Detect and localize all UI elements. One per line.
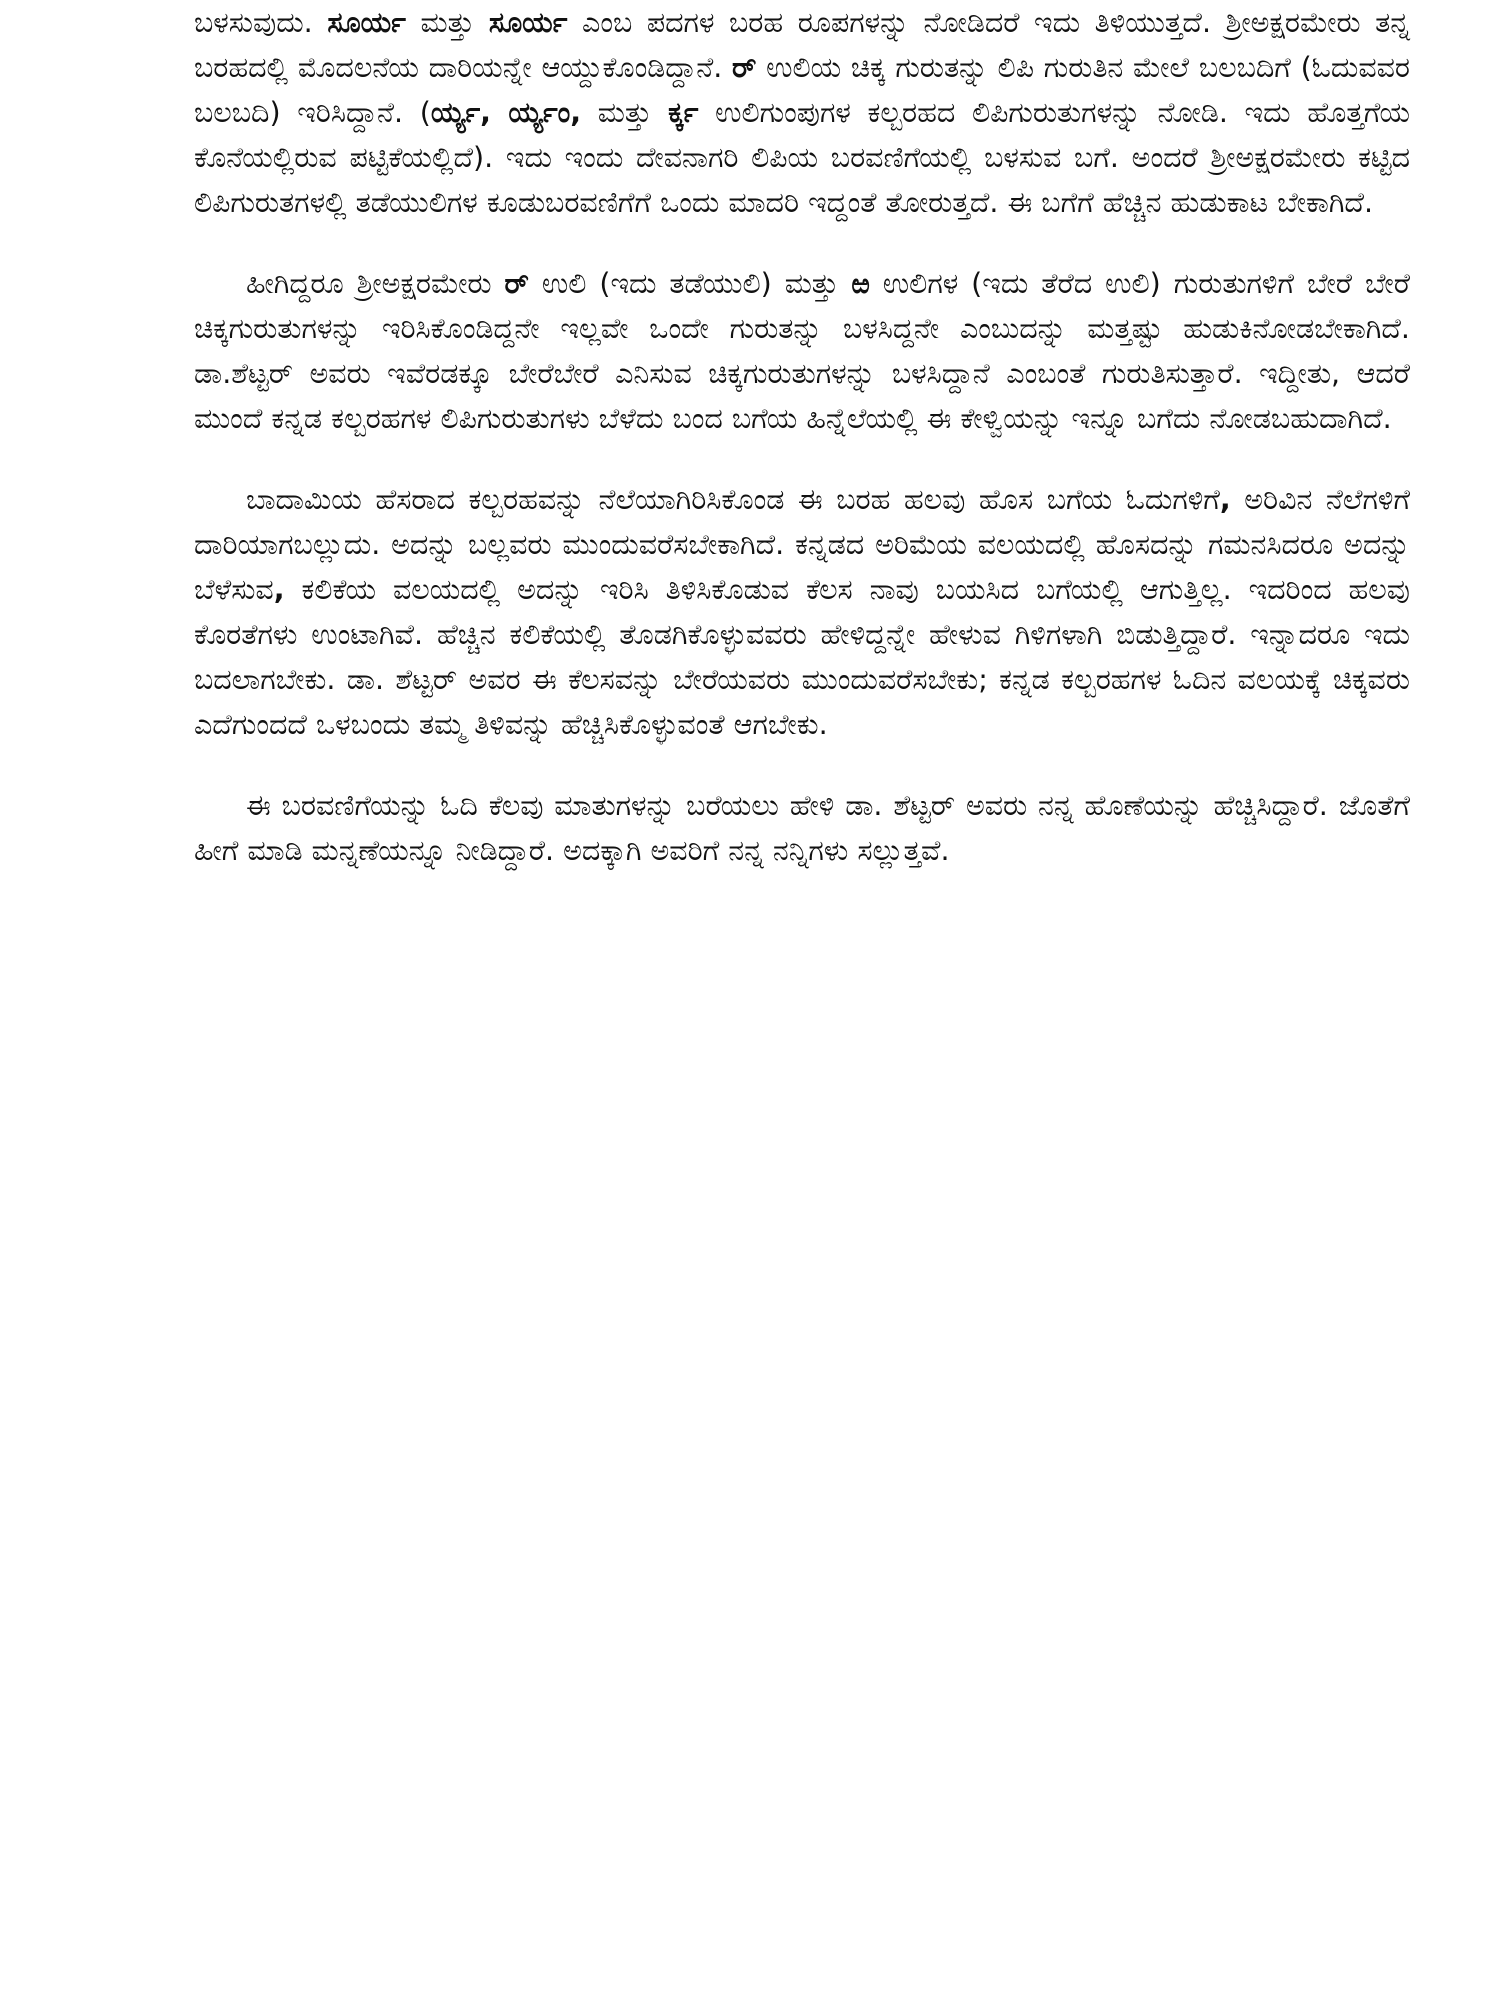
text-segment: ಉಲಿಗಳ (ಇದು ತೆರೆದ ಉಲಿ) ಗುರುತುಗಳಿಗೆ ಬೇರೆ ಬೇರೆ ಚಿಕ್ಕಗುರುತುಗಳನ್ನು ಇರಿಸಿಕೊಂಡಿದ್ದನೇ ಇಲ್ಲವೇ ಒಂದೇ ಗುರುತನ್ನು ಬಳಸಿದ್ದನೇ ಎಂಬುದನ್ನು ಮತ್ತಷ್ಟು ಹುಡುಕಿನೋಡಬೇಕಾಗಿದೆ. ಡಾ.ಶೆಟ್ಟರ್ ಅವರು ಇವೆರಡಕ್ಕೂ ಬೇರೆಬೇರೆ ಎನಿಸುವ ಚಿಕ್ಕಗುರುತುಗಳನ್ನು ಬಳಸಿದ್ದಾನೆ ಎಂಬಂತೆ ಗುರುತಿಸುತ್ತಾರೆ. ಇದ್ದೀತು, ಆದರೆ ಮುಂದೆ ಕನ್ನಡ ಕಲ್ಬರಹಗಳ ಲಿಪಿಗುರುತುಗಳು ಬೆಳೆದು ಬಂದ ಬಗೆಯ ಹಿನ್ನೆಲೆಯಲ್ಲಿ ಈ ಕೇಳ್ವಿಯನ್ನು ಇನ್ನೂ ಬಗೆದು ನೋಡಬಹುದಾಗಿದೆ. bbox=[194, 267, 1410, 435]
bold-term: ರ್ಯ್ಯ, ರ್ಯ್ಯಂ, bbox=[430, 96, 582, 129]
bold-term: ಸೂರ್ಯ bbox=[488, 6, 568, 39]
paragraph-1 bbox=[194, 0, 1410, 225]
bold-term: ರ್ಕ್ಕ bbox=[668, 96, 699, 129]
text-segment: ಅರಿವಿನ ನೆಲೆಗಳಿಗೆ ದಾರಿಯಾಗಬಲ್ಲುದು. ಅದನ್ನು ಬಲ್ಲವರು ಮುಂದುವರೆಸಬೇಕಾಗಿದೆ. ಕನ್ನಡದ ಅರಿಮೆಯ ವಲಯದಲ್ಲಿ ಹೊಸದನ್ನು ಗಮನಸಿದರೂ ಅದನ್ನು ಬೆಳೆಸುವ bbox=[194, 483, 1411, 606]
text-segment: ಬಳಸುವುದು. bbox=[194, 6, 328, 39]
text-segment: ಕಲಿಕೆಯ ವಲಯದಲ್ಲಿ ಅದನ್ನು ಇರಿಸಿ ತಿಳಿಸಿಕೊಡುವ ಕೆಲಸ ನಾವು ಬಯಸಿದ ಬಗೆಯಲ್ಲಿ ಆಗುತ್ತಿಲ್ಲ. ಇದರಿಂದ ಹಲವು ಕೊರತೆಗಳು ಉಂಟಾಗಿವೆ. ಹೆಚ್ಚಿನ ಕಲಿಕೆಯಲ್ಲಿ ತೊಡಗಿಕೊಳ್ಳುವವರು ಹೇಳಿದ್ದನ್ನೇ ಹೇಳುವ ಗಿಳಿಗಳಾಗಿ ಬಿಡುತ್ತಿದ್ದಾರೆ. ಇನ್ನಾದರೂ ಇದು ಬದಲಾಗಬೇಕು. ಡಾ. ಶೆಟ್ಟರ್ ಅವರ ಈ ಕೆಲಸವನ್ನು ಬೇರೆಯವರು ಮುಂದುವರೆಸಬೇಕು; ಕನ್ನಡ ಕಲ್ಬರಹಗಳ ಓದಿನ ವಲಯಕ್ಕೆ ಚಿಕ್ಕವರು ಎದೆಗುಂದದೆ ಒಳಬಂದು ತಮ್ಮ ತಿಳಿವನ್ನು ಹೆಚ್ಚಿಸಿಕೊಳ್ಳುವಂತೆ ಆಗಬೇಕು. bbox=[194, 573, 1410, 741]
text-segment: ಉಲಿಯ ಚಿಕ್ಕ ಗುರುತನ್ನು ಲಿಪಿ ಗುರುತಿನ ಮೇಲೆ ಬಲಬದಿಗೆ (ಓದುವವರ ಬಲಬದಿ) ಇರಿಸಿದ್ದಾನೆ. ( bbox=[194, 51, 1410, 129]
text-segment: ಮತ್ತು bbox=[405, 6, 489, 39]
paragraph-3 bbox=[194, 477, 1410, 747]
bold-term: , bbox=[273, 573, 285, 606]
paragraph-2 bbox=[194, 261, 1410, 441]
paragraph-4 bbox=[194, 783, 1410, 873]
bold-term: , bbox=[1219, 483, 1231, 516]
bold-term: ಱ bbox=[851, 267, 870, 300]
text-segment: ಎಂಬ ಪದಗಳ ಬರಹ ರೂಪಗಳನ್ನು ನೋಡಿದರೆ ಇದು ತಿಳಿಯುತ್ತದೆ. ಶ್ರೀಅಕ್ಷರಮೇರು ತನ್ನ ಬರಹದಲ್ಲಿ ಮೊದಲನೆಯ ದಾರಿಯನ್ನೇ ಆಯ್ದುಕೊಂಡಿದ್ದಾನೆ. bbox=[194, 6, 1410, 84]
text-segment: ಉಲಿಗುಂಪುಗಳ ಕಲ್ಬರಹದ ಲಿಪಿಗುರುತುಗಳನ್ನು ನೋಡಿ. ಇದು ಹೊತ್ತಗೆಯ ಕೊನೆಯಲ್ಲಿರುವ ಪಟ್ಟಿಕೆಯಲ್ಲಿದೆ). ಇದು ಇಂದು ದೇವನಾಗರಿ ಲಿಪಿಯ ಬರವಣಿಗೆಯಲ್ಲಿ ಬಳಸುವ ಬಗೆ. ಅಂದರೆ ಶ್ರೀಅಕ್ಷರಮೇರು ಕಟ್ಟಿದ ಲಿಪಿಗುರುತಗಳಲ್ಲಿ ತಡೆಯುಲಿಗಳ ಕೂಡುಬರವಣಿಗೆಗೆ ಒಂದು ಮಾದರಿ ಇದ್ದಂತೆ ತೋರುತ್ತದೆ. ಈ ಬಗೆಗೆ ಹೆಚ್ಚಿನ ಹುಡುಕಾಟ ಬೇಕಾಗಿದೆ. bbox=[194, 96, 1410, 219]
text-segment: ಹೀಗಿದ್ದರೂ ಶ್ರೀಅಕ್ಷರಮೇರು bbox=[246, 267, 505, 300]
bold-term: ರ್ bbox=[504, 267, 529, 300]
text-segment: ಮತ್ತು bbox=[581, 96, 669, 129]
document-page bbox=[194, 0, 1410, 873]
bold-term: ರ್ bbox=[732, 51, 757, 84]
bold-term: ಸೂರ್ಯ bbox=[327, 6, 406, 39]
text-segment: ಬಾದಾಮಿಯ ಹೆಸರಾದ ಕಲ್ಬರಹವನ್ನು ನೆಲೆಯಾಗಿರಿಸಿಕೊಂಡ ಈ ಬರಹ ಹಲವು ಹೊಸ ಬಗೆಯ ಓದುಗಳಿಗೆ bbox=[246, 483, 1220, 516]
text-segment: ಈ ಬರವಣಿಗೆಯನ್ನು ಓದಿ ಕೆಲವು ಮಾತುಗಳನ್ನು ಬರೆಯಲು ಹೇಳಿ ಡಾ. ಶೆಟ್ಟರ್ ಅವರು ನನ್ನ ಹೊಣೆಯನ್ನು ಹೆಚ್ಚಿಸಿದ್ದಾರೆ. ಜೊತೆಗೆ ಹೀಗೆ ಮಾಡಿ ಮನ್ನಣೆಯನ್ನೂ ನೀಡಿದ್ದಾರೆ. ಅದಕ್ಕಾಗಿ ಅವರಿಗೆ ನನ್ನ ನನ್ನಿಗಳು ಸಲ್ಲುತ್ತವೆ. bbox=[194, 789, 1410, 867]
text-segment: ಉಲಿ (ಇದು ತಡೆಯುಲಿ) ಮತ್ತು bbox=[528, 267, 852, 300]
